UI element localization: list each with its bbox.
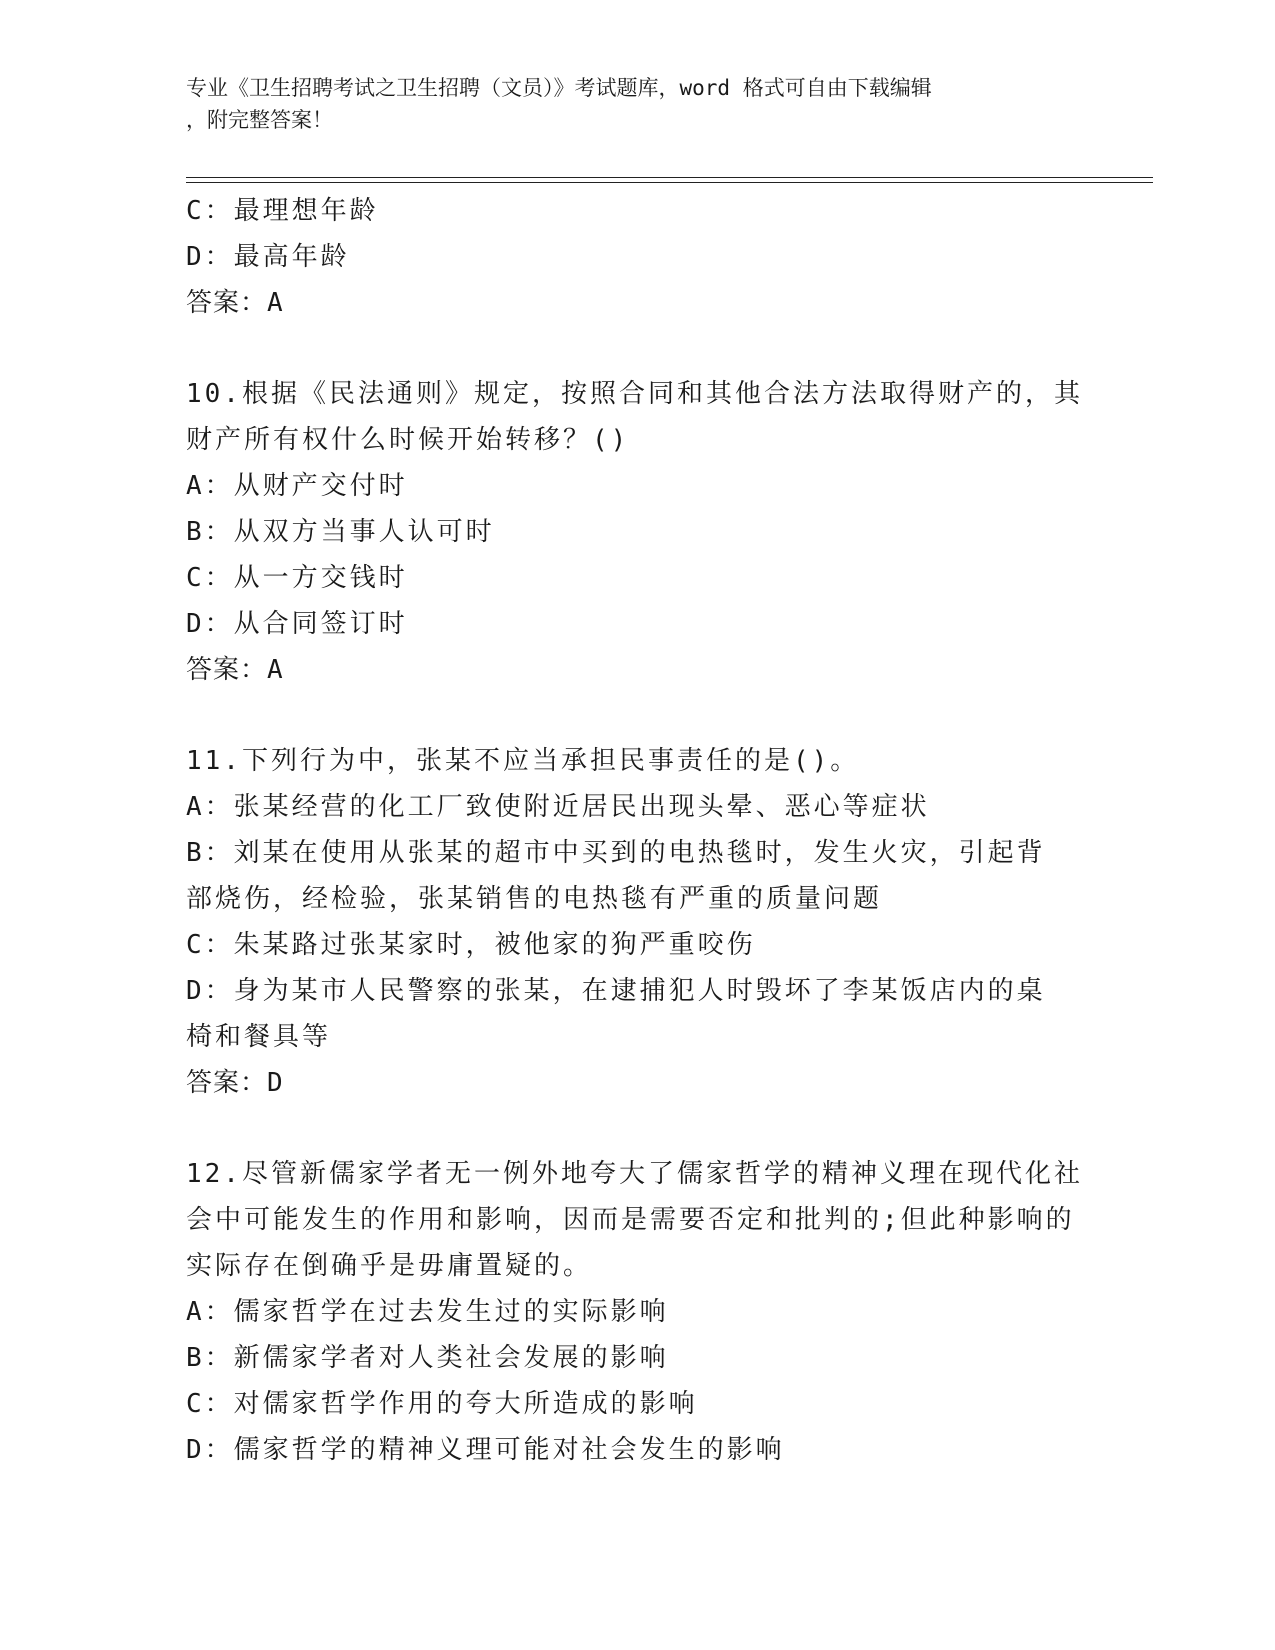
question-10: [186, 371, 1083, 693]
header-line-2: ，附完整答案！: [186, 108, 333, 132]
option-a: A：从财产交付时: [186, 471, 408, 501]
question-list: [186, 188, 1083, 1473]
option-d: D：身为某市人民警察的张某，在逮捕犯人时毁坏了李某饭店内的桌椅和餐具等: [186, 976, 1046, 1052]
question-stem: 10.根据《民法通则》规定，按照合同和其他合法方法取得财产的，其: [186, 379, 1083, 409]
answer: 答案：A: [186, 655, 284, 685]
option-d: D：最高年龄: [186, 242, 350, 272]
spacer: [186, 1106, 1066, 1151]
option-b: B：新儒家学者对人类社会发展的影响: [186, 1343, 669, 1373]
question-stem: 实际存在倒确乎是毋庸置疑的。: [186, 1251, 593, 1281]
answer: 答案：D: [186, 1068, 284, 1098]
option-d: D：从合同签订时: [186, 609, 408, 639]
option-b: B：刘某在使用从张某的超市中买到的电热毯时，发生火灾，引起背部烧伤，经检验，张某销售的电热毯有严重的质量问题: [186, 838, 1046, 914]
spacer: [186, 693, 1066, 738]
answer: 答案：A: [186, 288, 284, 318]
spacer: [186, 326, 1066, 371]
question-11: [186, 738, 1066, 1106]
option-d: D：儒家哲学的精神义理可能对社会发生的影响: [186, 1435, 785, 1465]
question-stem: 会中可能发生的作用和影响，因而是需要否定和批判的;但此种影响的: [186, 1205, 1075, 1235]
option-b: B：从双方当事人认可时: [186, 517, 495, 547]
option-a: A：儒家哲学在过去发生过的实际影响: [186, 1297, 669, 1327]
prev-question: [186, 188, 1066, 326]
option-c: C：对儒家哲学作用的夸大所造成的影响: [186, 1389, 698, 1419]
option-c: C：最理想年龄: [186, 196, 379, 226]
header-divider-bottom: [186, 182, 1153, 183]
header-line-1: 专业《卫生招聘考试之卫生招聘（文员）》考试题库，word 格式可自由下载编辑: [186, 76, 932, 100]
question-stem: 12.尽管新儒家学者无一例外地夸大了儒家哲学的精神义理在现代化社: [186, 1159, 1083, 1189]
question-stem: 11.下列行为中，张某不应当承担民事责任的是()。: [186, 746, 860, 776]
option-c: C：从一方交钱时: [186, 563, 408, 593]
option-a: A：张某经营的化工厂致使附近居民出现头晕、恶心等症状: [186, 792, 930, 822]
question-stem: 财产所有权什么时候开始转移？(): [186, 425, 630, 455]
document-header: [186, 72, 1066, 136]
header-divider-top: [186, 177, 1153, 178]
option-c: C：朱某路过张某家时，被他家的狗严重咬伤: [186, 930, 756, 960]
question-12: [186, 1151, 1083, 1473]
